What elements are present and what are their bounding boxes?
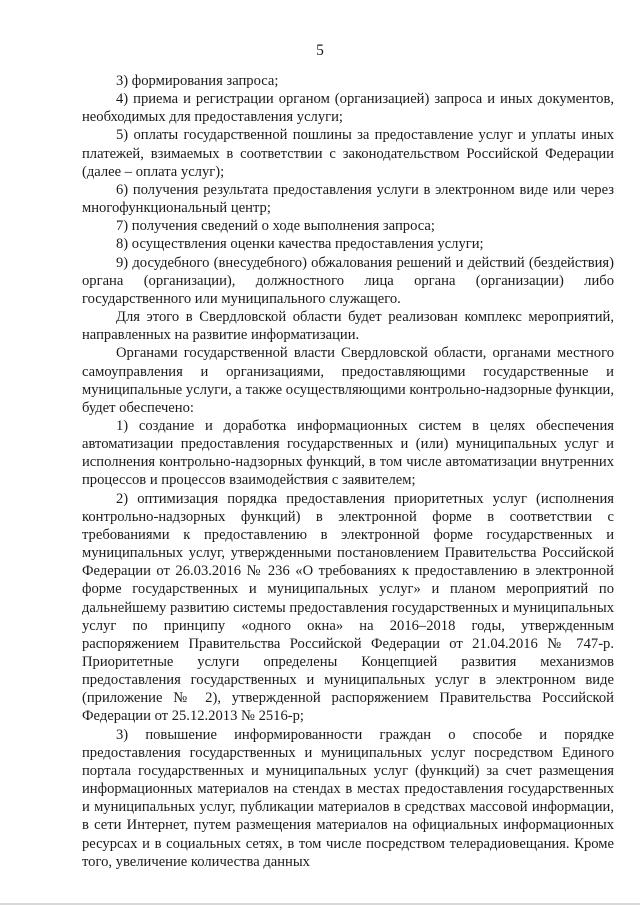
- paragraph: 1) создание и доработка информационных систем в целях обеспечения автоматизации предоставления государственных и (или) муниципальных услуг и исполнения контрольно-надзорных функций, в том числе автоматизации внутренних процессов и процессов взаимодействия с заявителем;: [82, 417, 614, 489]
- paragraph: 8) осуществления оценки качества предоставления услуги;: [116, 236, 484, 253]
- paragraph: 2) оптимизация порядка предоставления приоритетных услуг (исполнения контрольно-надзорных функций) в электронной форме в соответствии с требованиями к предоставлению в электронной форме государственных и муниципальных услуг, утвержденными постановлением Правительства Российской Федерации от 26.03.2016 № 236 «О требованиях к предоставлению в электронной форме государственных и муниципальных услуг» и планом мероприятий по дальнейшему развитию системы предоставления государственных и муниципальных услуг по принципу «одного окна» на 2016–2018 годы, утвержденным распоряжением Правительства Российской Федерации от 21.04.2016 № 747-р. Приоритетные услуги определены Концепцией развития механизмов предоставления государственных и муниципальных услуг в электронном виде (приложение № 2), утвержденной распоряжением Правительства Российской Федерации от 25.12.2013 № 2516-р;: [82, 490, 614, 725]
- document-body: [82, 72, 614, 871]
- paragraph: 6) получения результата предоставления услуги в электронном виде или через многофункциональный центр;: [82, 181, 614, 217]
- paragraph: Органами государственной власти Свердловской области, органами местного самоуправления и организациями, предоставляющими государственные и муниципальные услуги, а также осуществляющими контрольно-надзорные функции, будет обеспечено:: [82, 345, 614, 416]
- paragraph: 5) оплаты государственной пошлины за предоставление услуг и уплаты иных платежей, взимаемых в соответствии с законодательством Российской Федерации (далее – оплата услуг);: [82, 127, 614, 180]
- paragraph: 4) приема и регистрации органом (организацией) запроса и иных документов, необходимых для предоставления услуги;: [82, 91, 614, 126]
- paragraph: Для этого в Свердловской области будет реализован комплекс мероприятий, направленных на развитие информатизации.: [82, 309, 614, 344]
- paragraph: 3) формирования запроса;: [116, 73, 279, 89]
- paragraph: 7) получения сведений о ходе выполнения запроса;: [116, 218, 435, 235]
- page-number: 5: [316, 42, 324, 59]
- paragraph: 3) повышение информированности граждан о способе и порядке предоставления государственных и муниципальных услуг посредством Единого портала государственных и муниципальных услуг (функций) за счет размещения информационных материалов на стендах в местах предоставления государственных и муниципальных услуг, публикации материалов в средствах массовой информации, в сети Интернет, путем размещения материалов на официальных информационных ресурсах и в социальных сетях, в том числе посредством телерадиовещания. Кроме того, увеличение количества данных: [82, 726, 614, 870]
- paragraph: 9) досудебного (внесудебного) обжалования решений и действий (бездействия) органа (организации), должностного лица органа (организации) либо государственного или муниципального служащего.: [82, 254, 614, 307]
